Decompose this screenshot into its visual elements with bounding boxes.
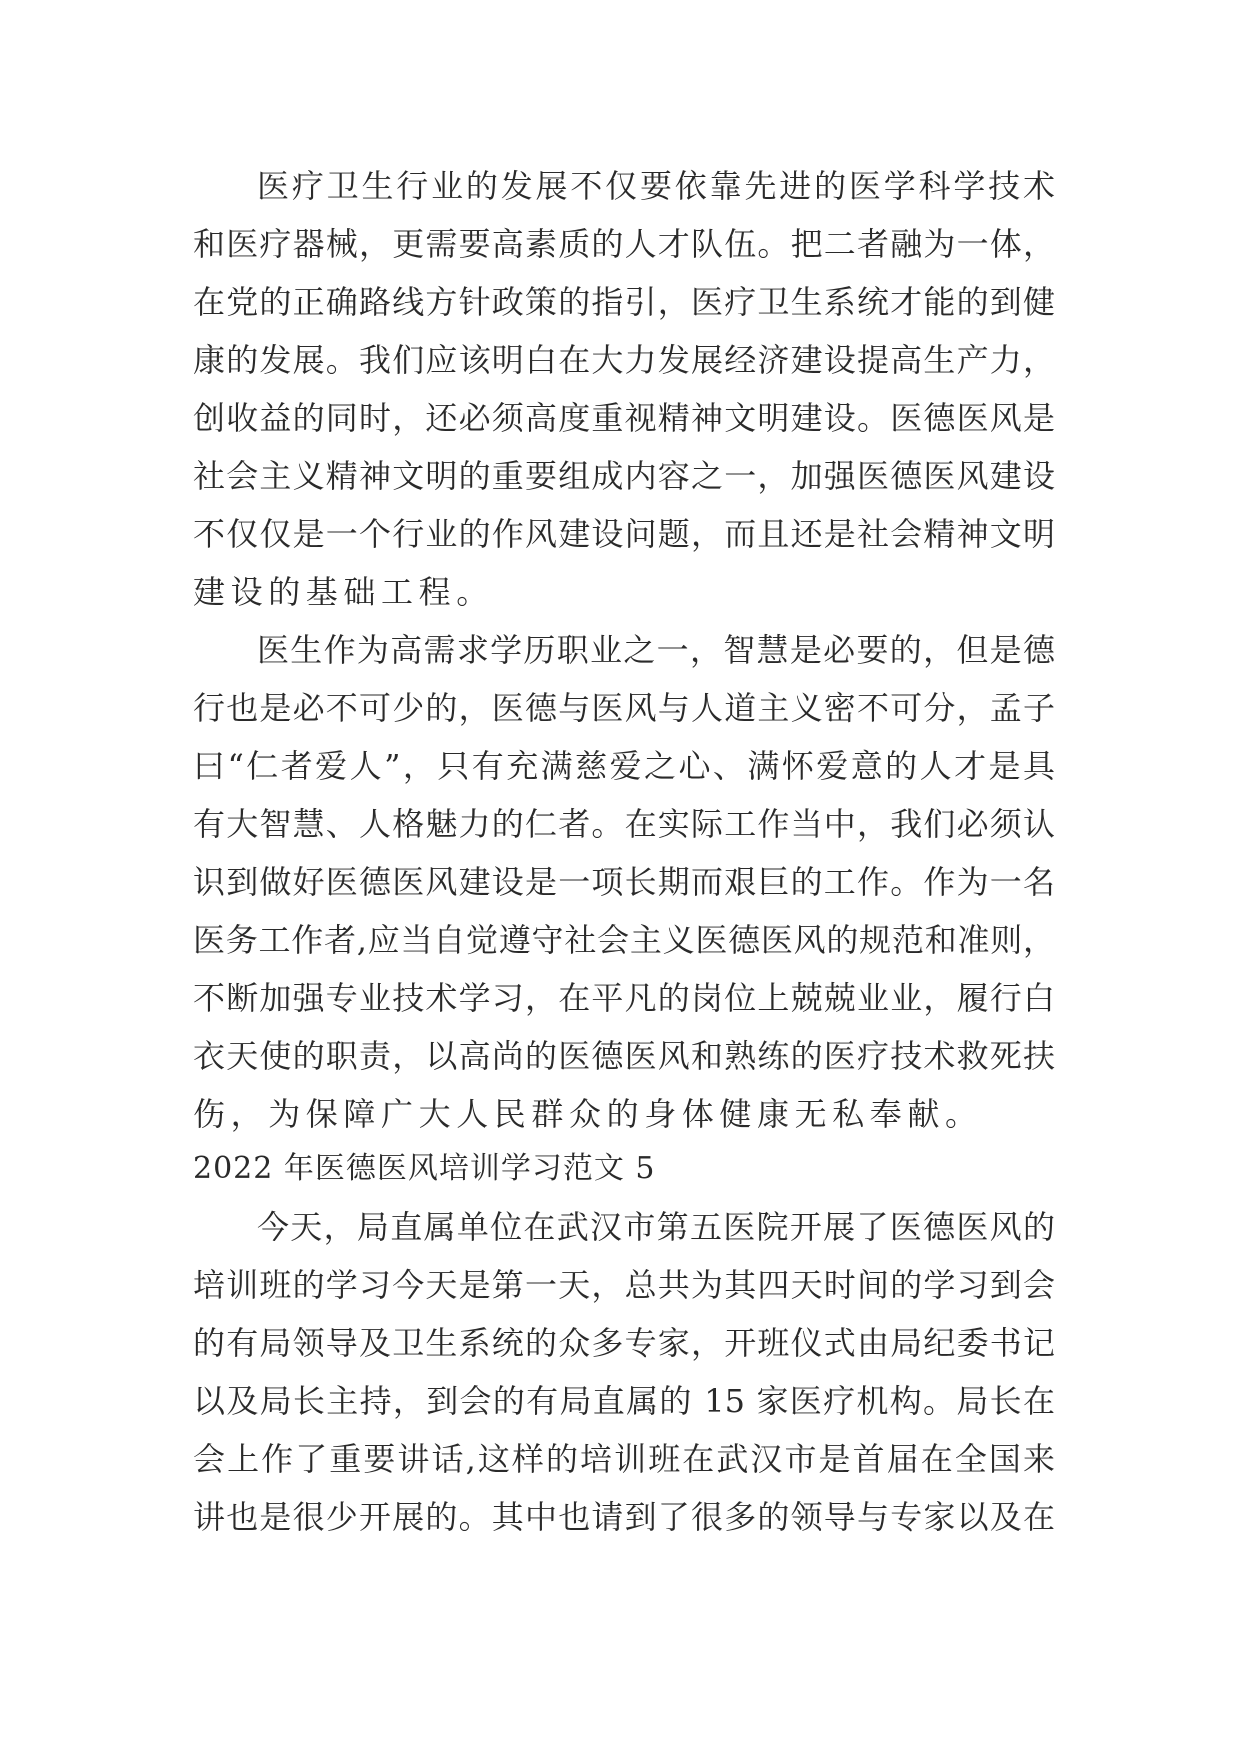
- paragraph-3-line-6: 讲也是很少开展的。其中也请到了很多的领导与专家以及在: [193, 1498, 1055, 1536]
- paragraph-1-line-2: 和医疗器械，更需要高素质的人才队伍。把二者融为一体，: [193, 225, 1055, 263]
- paragraph-2-line-2: 行也是必不可少的，医德与医风与人道主义密不可分，孟子: [193, 689, 1055, 727]
- paragraph-1-line-7: 不仅仅是一个行业的作风建设问题，而且还是社会精神文明: [193, 515, 1055, 553]
- paragraph-2-line-1: 医生作为高需求学历职业之一，智慧是必要的，但是德: [257, 631, 1055, 669]
- paragraph-2-line-4: 有大智慧、人格魅力的仁者。在实际工作当中，我们必须认: [193, 805, 1055, 843]
- paragraph-3-line-5: 会上作了重要讲话,这样的培训班在武汉市是首届在全国来: [193, 1440, 1055, 1478]
- paragraph-2-line-6: 医务工作者,应当自觉遵守社会主义医德医风的规范和准则，: [193, 921, 1055, 959]
- paragraph-3-line-4: 以及局长主持，到会的有局直属的 15 家医疗机构。局长在: [193, 1382, 1055, 1420]
- paragraph-2-line-8: 衣天使的职责，以高尚的医德医风和熟练的医疗技术救死扶: [193, 1037, 1055, 1075]
- paragraph-3-line-2: 培训班的学习今天是第一天，总共为其四天时间的学习到会: [193, 1266, 1055, 1304]
- paragraph-3-line-3: 的有局领导及卫生系统的众多专家，开班仪式由局纪委书记: [193, 1324, 1055, 1362]
- paragraph-1-line-1: 医疗卫生行业的发展不仅要依靠先进的医学科学技术: [257, 167, 1055, 205]
- paragraph-1-line-4: 康的发展。我们应该明白在大力发展经济建设提高生产力，: [193, 341, 1055, 379]
- paragraph-2-line-7: 不断加强专业技术学习，在平凡的岗位上兢兢业业，履行白: [193, 979, 1055, 1017]
- paragraph-3-line-1: 今天，局直属单位在武汉市第五医院开展了医德医风的: [257, 1208, 1055, 1246]
- paragraph-2-line-5: 识到做好医德医风建设是一项长期而艰巨的工作。作为一名: [193, 863, 1055, 901]
- paragraph-1-line-6: 社会主义精神文明的重要组成内容之一，加强医德医风建设: [193, 457, 1055, 495]
- paragraph-1-line-5: 创收益的同时，还必须高度重视精神文明建设。医德医风是: [193, 399, 1055, 437]
- section-heading: 2022 年医德医风培训学习范文 5: [193, 1151, 656, 1186]
- paragraph-2-line-3: 曰“仁者爱人”，只有充满慈爱之心、满怀爱意的人才是具: [193, 747, 1055, 785]
- paragraph-2-line-9: 伤，为保障广大人民群众的身体健康无私奉献。: [193, 1095, 983, 1133]
- paragraph-1-line-8: 建设的基础工程。: [193, 573, 494, 611]
- paragraph-1-line-3: 在党的正确路线方针政策的指引，医疗卫生系统才能的到健: [193, 283, 1055, 321]
